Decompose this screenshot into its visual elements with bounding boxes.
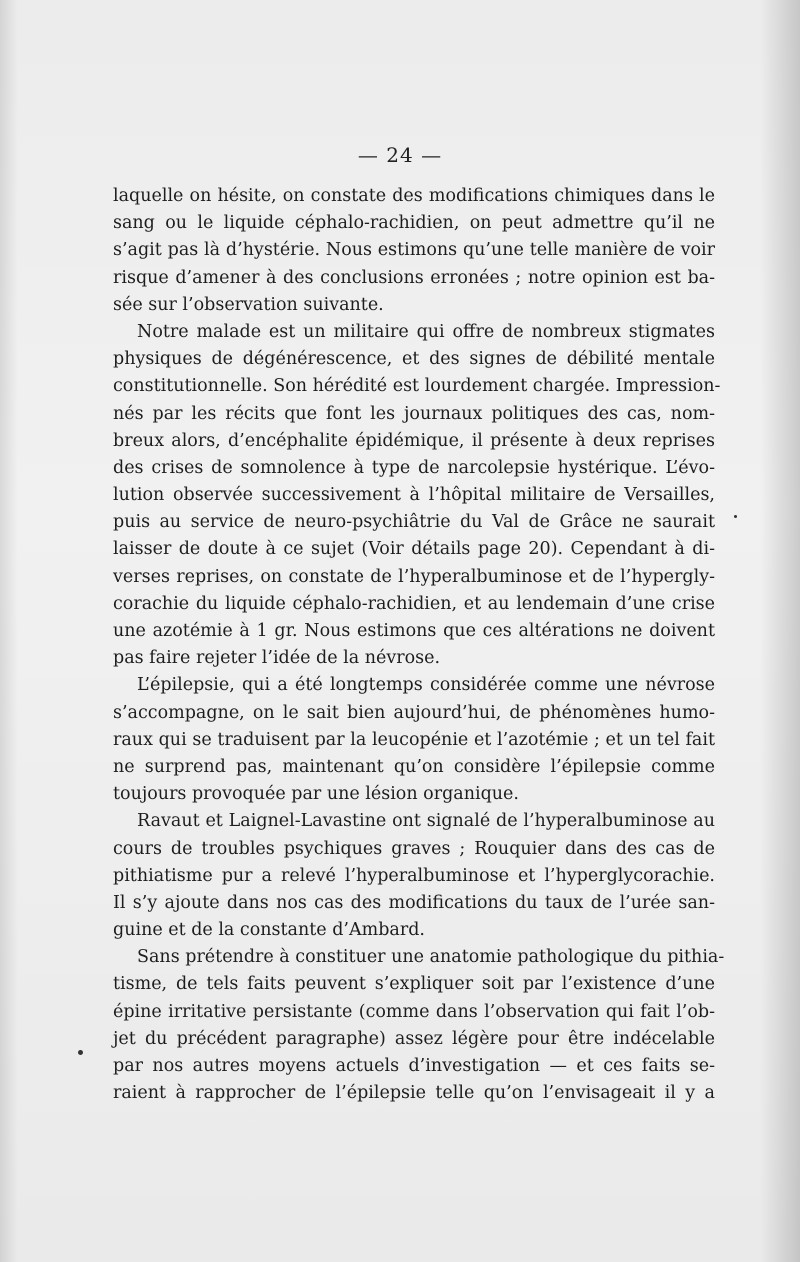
text-line: laisser de doute à ce sujet (Voir détails page 20). Cependant à di- <box>113 539 715 560</box>
text-line: sang ou le liquide céphalo-rachidien, on peut admettre qu’il ne <box>113 213 715 234</box>
paragraph <box>113 808 715 944</box>
text-line: breux alors, d’encéphalite épidémique, il présente à deux reprises <box>113 430 715 451</box>
ink-speck <box>78 1050 83 1055</box>
text-line: par nos autres moyens actuels d’investigation — et ces faits se- <box>113 1056 715 1076</box>
text-line: laquelle on hésite, on constate des modifications chimiques dans le <box>113 186 715 206</box>
paragraph <box>113 944 725 1107</box>
text-line: Ravaut et Laignel-Lavastine ont signalé de l’hyperalbuminose au <box>137 811 715 832</box>
page-number: — 24 — <box>357 143 443 167</box>
text-line: sée sur l’observation suivante. <box>113 294 384 315</box>
text-line: Sans prétendre à constituer une anatomie pathologique du pithia- <box>137 947 725 968</box>
text-line: risque d’amener à des conclusions erronées ; notre opinion est ba- <box>113 267 715 288</box>
text-line: des crises de somnolence à type de narcolepsie hystérique. L’évo- <box>113 457 715 478</box>
text-line: tisme, de tels faits peuvent s’expliquer soit par l’existence d’une <box>113 974 715 995</box>
text-line: pithiatisme pur a relevé l’hyperalbuminose et l’hyperglycorachie. <box>113 865 715 886</box>
text-line: constitutionnelle. Son hérédité est lourdement chargée. Impression- <box>113 376 721 397</box>
text-line: s’accompagne, on le sait bien aujourd’hui, de phénomènes humo- <box>113 702 715 723</box>
text-line: raient à rapprocher de l’épilepsie telle qu’on l’envisageait il y a <box>113 1083 715 1104</box>
text-line: physiques de dégénérescence, et des signes de débilité mentale <box>113 349 715 370</box>
text-line: Notre malade est un militaire qui offre de nombreux stigmates <box>137 321 715 342</box>
text-line: ne surprend pas, maintenant qu’on considère l’épilepsie comme <box>113 756 715 777</box>
text-line: guine et de la constante d’Ambard. <box>113 920 425 941</box>
text-line: une azotémie à 1 gr. Nous estimons que ces altérations ne doivent <box>113 621 715 641</box>
text-line: toujours provoquée par une lésion organique. <box>113 784 519 805</box>
text-line: nés par les récits que font les journaux politiques des cas, nom- <box>113 403 715 424</box>
text-line: Il s’y ajoute dans nos cas des modifications du taux de l’urée san- <box>113 892 715 913</box>
paragraph <box>113 183 715 319</box>
text-line: puis au service de neuro-psychiâtrie du Val de Grâce ne saurait <box>113 512 715 533</box>
text-line: s’agit pas là d’hystérie. Nous estimons qu’une telle manière de voir <box>113 240 715 261</box>
paragraph <box>113 319 721 672</box>
body-text <box>113 183 725 1107</box>
text-line: lution observée successivement à l’hôpital militaire de Versailles, <box>113 485 715 506</box>
text-line: cours de troubles psychiques graves ; Rouquier dans des cas de <box>113 838 715 859</box>
ink-speck <box>734 515 737 518</box>
text-line: corachie du liquide céphalo-rachidien, et au lendemain d’une crise <box>113 593 715 614</box>
text-line: verses reprises, on constate de l’hyperalbuminose et de l’hypergly- <box>113 566 715 587</box>
text-line: épine irritative persistante (comme dans l’observation qui fait l’ob- <box>113 1001 715 1022</box>
text-line: jet du précédent paragraphe) assez légère pour être indécelable <box>113 1028 715 1049</box>
text-line: pas faire rejeter l’idée de la névrose. <box>113 648 441 669</box>
text-line: L’épilepsie, qui a été longtemps considérée comme une névrose <box>137 675 715 696</box>
paragraph <box>113 672 715 808</box>
text-line: raux qui se traduisent par la leucopénie et l’azotémie ; et un tel fait <box>113 729 715 750</box>
